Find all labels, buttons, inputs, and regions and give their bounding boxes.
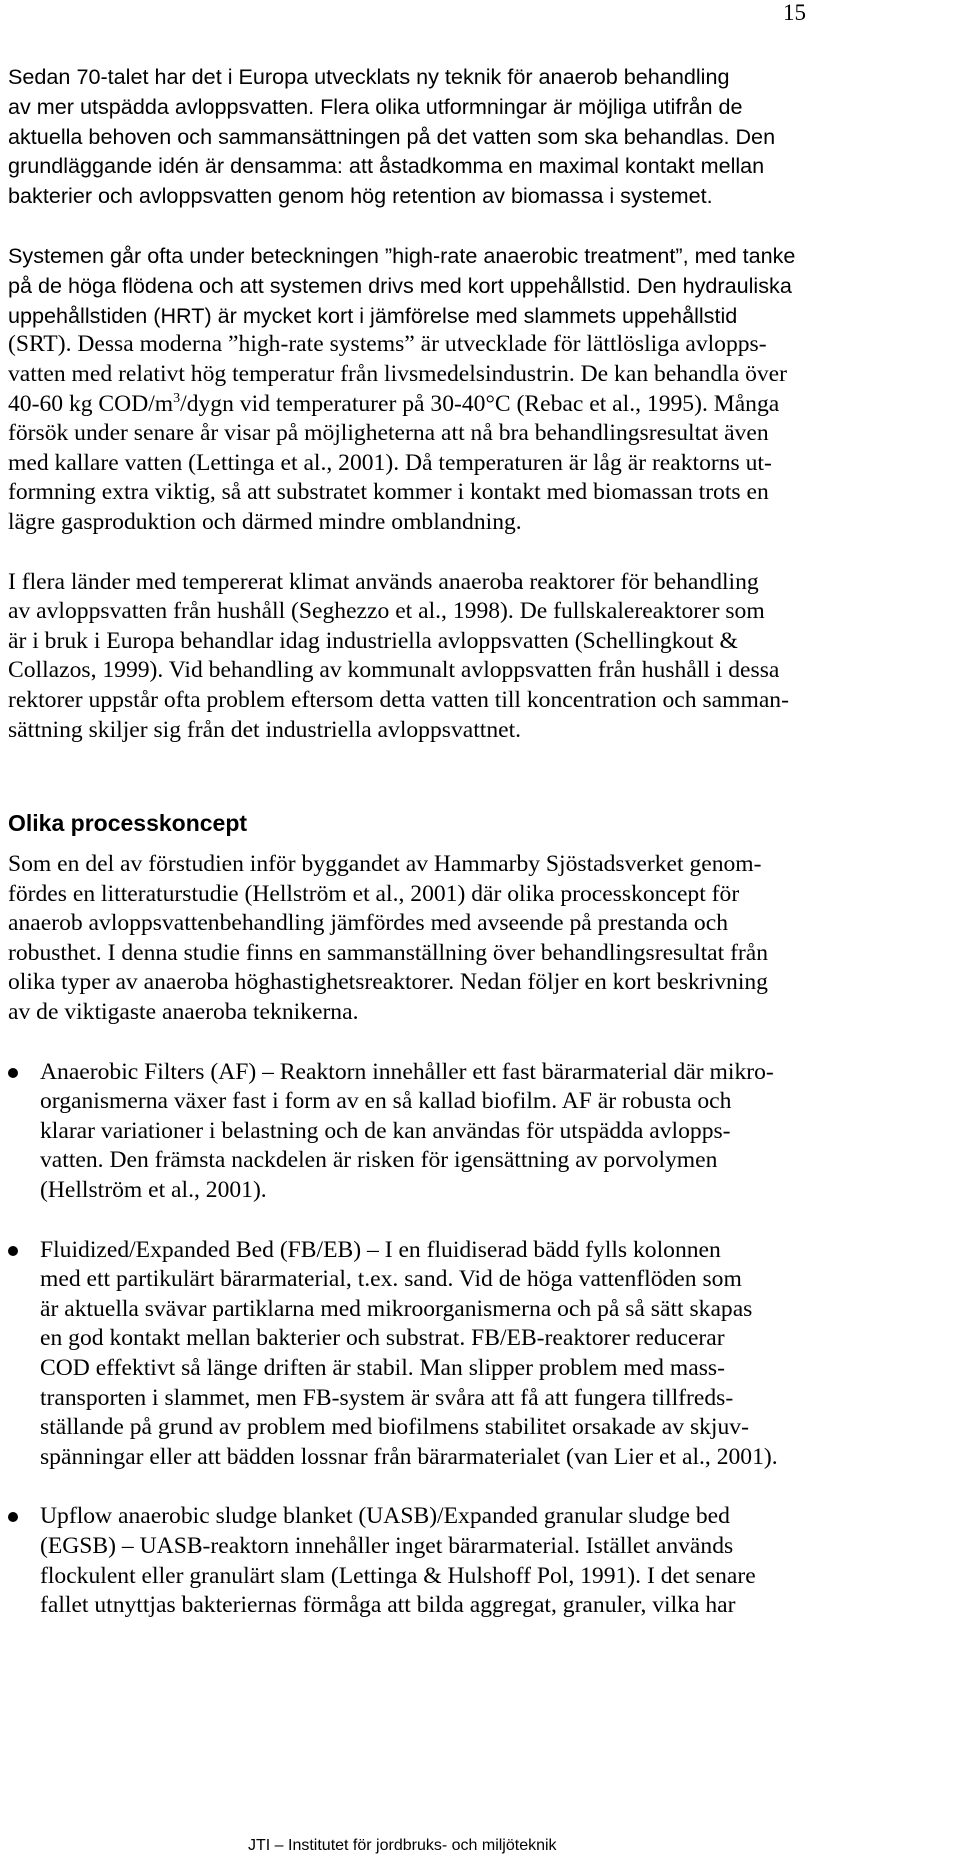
text-line: COD effektivt så länge driften är stabil. Man slipper problem med mass- (40, 1355, 725, 1381)
section-heading: Olika processkoncept (8, 810, 248, 837)
text-line: av mer utspädda avloppsvatten. Flera olika utformningar är möjliga utifrån de (8, 93, 743, 119)
text-line: Som en del av förstudien inför byggandet av Hammarby Sjöstadsverket genom- (8, 851, 762, 878)
text-line: formning extra viktig, så att substratet kommer i kontakt med biomassan trots en (8, 479, 769, 506)
text-line: (SRT). Dessa moderna ”high-rate systems” är utvecklade för lättlösliga avlopps- (8, 331, 767, 358)
text-line: Fluidized/Expanded Bed (FB/EB) – I en fluidiserad bädd fylls kolonnen (40, 1236, 721, 1263)
text-line: uppehållstiden (HRT) är mycket kort i jämförelse med slammets uppehållstid (8, 302, 738, 328)
text-line: I flera länder med tempererat klimat används anaeroba reaktorer för behandling (8, 568, 759, 595)
text-line: Systemen går ofta under beteckningen ”high-rate anaerobic treatment”, med tanke (8, 242, 796, 268)
text-line: bakterier och avloppsvatten genom hög retention av biomassa i systemet. (8, 183, 713, 209)
bullet-item-uasb (8, 1502, 960, 1620)
text-line: är aktuella svävar partiklarna med mikroorganismerna och på så sätt skapas (40, 1295, 753, 1322)
text-line: med ett partikulärt bärarmaterial, t.ex. sand. Vid de höga vattenflöden som (40, 1266, 742, 1293)
text-line: spänningar eller att bädden lossnar från bärarmaterialet (van Lier et al., 2001). (40, 1443, 778, 1470)
text-line: klarar variationer i belastning och de kan användas för utspädda avlopps- (40, 1117, 731, 1144)
text-line: ställande på grund av problem med biofilmens stabilitet orsakade av skjuv- (40, 1414, 749, 1441)
bullet-icon (8, 1512, 18, 1522)
text-line: med kallare vatten (Lettinga et al., 2001). Då temperaturen är låg är reaktorns ut- (8, 449, 772, 476)
bullet-icon (8, 1246, 18, 1256)
paragraph-intro (8, 62, 960, 211)
bullet-item-anaerobic-filters (8, 1058, 960, 1206)
text-line: (EGSB) – UASB-reaktorn innehåller inget bärarmaterial. Istället används (40, 1532, 734, 1559)
page-body (8, 62, 960, 1621)
page-number: 15 (783, 0, 806, 25)
text-line: organismerna växer fast i form av en så kallad biofilm. AF är robusta och (40, 1088, 732, 1115)
text-line: aktuella behoven och sammansättningen på det vatten som ska behandlas. Den (8, 123, 776, 149)
text-line: Sedan 70-talet har det i Europa utvecklats ny teknik för anaerob behandling (8, 64, 730, 89)
text-line: olika typer av anaeroba höghastighetsreaktorer. Nedan följer en kort beskrivning (8, 969, 768, 996)
paragraph-high-rate-continued (8, 330, 960, 537)
text-line: Upflow anaerobic sludge blanket (UASB)/Expanded granular sludge bed (40, 1503, 730, 1530)
text-line: är i bruk i Europa behandlar idag industriella avloppsvatten (Schellingkout & (8, 627, 738, 654)
text-line: rektorer uppstår ofta problem eftersom detta vatten till koncentration och samman- (8, 686, 789, 713)
text-line: fallet utnyttjas bakteriernas förmåga att bilda aggregat, granuler, vilka har (40, 1592, 736, 1619)
bullet-item-fluidized-bed (8, 1236, 960, 1473)
text-line: en god kontakt mellan bakterier och substrat. FB/EB-reaktorer reducerar (40, 1325, 725, 1352)
text-line: grundläggande idén är densamma: att åstadkomma en maximal kontakt mellan (8, 153, 765, 179)
superscript: 3 (173, 390, 181, 406)
text-line: transporten i slammet, men FB-system är svåra att få att fungera tillfreds- (40, 1384, 734, 1411)
text-line: Anaerobic Filters (AF) – Reaktorn innehåller ett fast bärarmaterial där mikro- (40, 1058, 774, 1085)
bullet-icon (8, 1068, 18, 1078)
text-line: Collazos, 1999). Vid behandling av kommunalt avloppsvatten från hushåll i dessa (8, 657, 780, 684)
text-line: på de höga flödena och att systemen drivs med kort uppehållstid. Den hydrauliska (8, 272, 792, 298)
text-line: vatten med relativt hög temperatur från livsmedelsindustrin. De kan behandla över (8, 360, 787, 387)
text-line: lägre gasproduktion och därmed mindre omblandning. (8, 508, 522, 535)
text-line: sättning skiljer sig från det industriella avloppsvattnet. (8, 716, 522, 743)
text-line: försök under senare år visar på möjligheterna att nå bra behandlingsresultat även (8, 420, 769, 447)
text-line-with-superscript (8, 390, 960, 420)
text-line: anaerob avloppsvattenbehandling jämfördes med avseende på prestanda och (8, 910, 728, 937)
paragraph-high-rate (8, 241, 960, 330)
text-line: flockulent eller granulärt slam (Lettinga & Hulshoff Pol, 1991). I det senare (40, 1562, 756, 1589)
text-line: vatten. Den främsta nackdelen är risken för igensättning av porvolymen (40, 1147, 718, 1174)
text-line: fördes en litteraturstudie (Hellström et al., 2001) där olika processkoncept för (8, 880, 740, 907)
text-fragment: /dygn vid temperaturer på 30-40°C (Rebac et al., 1995). Många (180, 390, 780, 417)
text-line: robusthet. I denna studie finns en sammanställning över behandlingsresultat från (8, 939, 769, 966)
text-fragment: 40-60 kg COD/m (8, 390, 174, 417)
text-line: (Hellström et al., 2001). (40, 1177, 267, 1204)
page-footer: JTI – Institutet för jordbruks- och miljöteknik (248, 1837, 557, 1854)
paragraph-literature-study (8, 850, 960, 1028)
text-line: av de viktigaste anaeroba teknikerna. (8, 999, 359, 1026)
paragraph-temperate-climate (8, 568, 960, 746)
text-line: av avloppsvatten från hushåll (Seghezzo et al., 1998). De fullskalereaktorer som (8, 598, 765, 625)
